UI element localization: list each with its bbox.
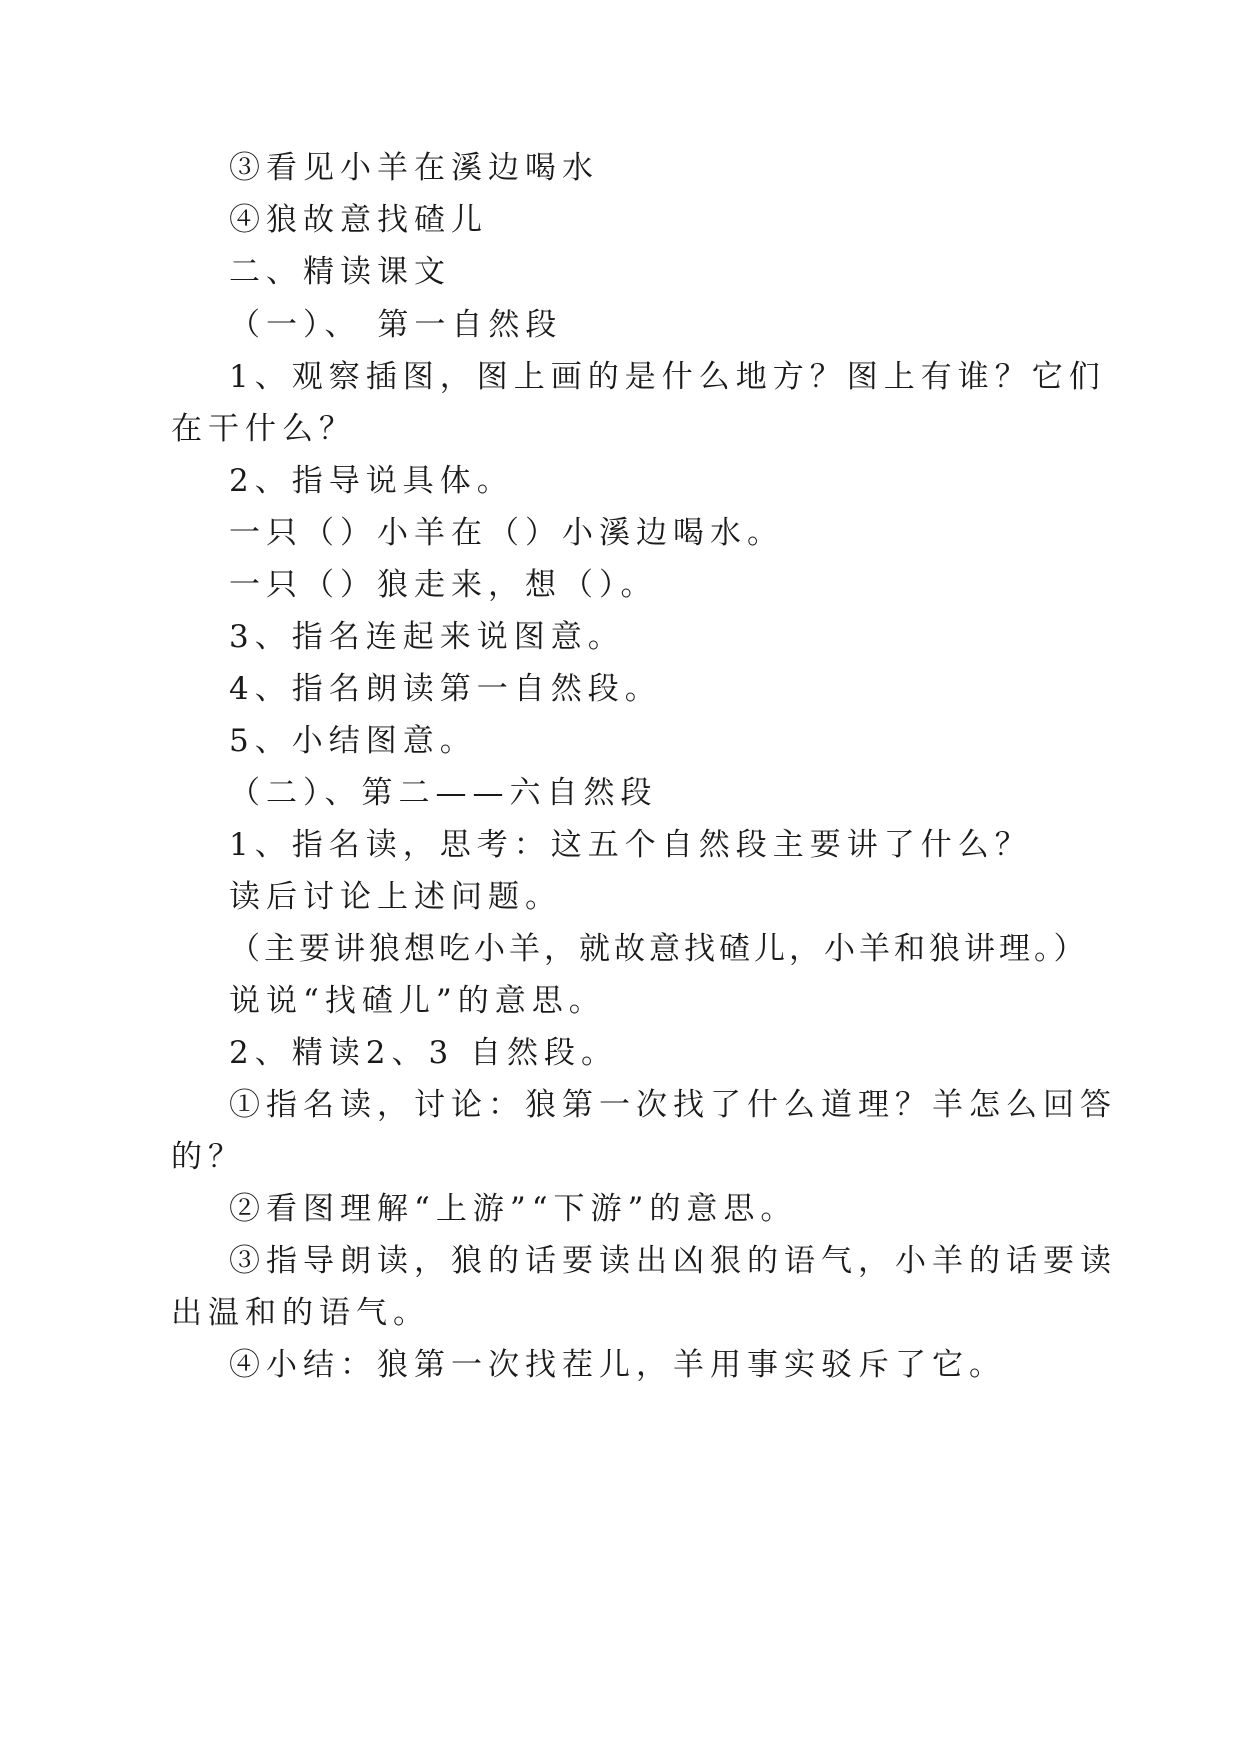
text-line: 的？ bbox=[171, 1139, 245, 1175]
text-line: 2、指导说具体。 bbox=[229, 463, 514, 499]
text-line: 1、指名读，思考：这五个自然段主要讲了什么？ bbox=[229, 827, 1032, 863]
text-line: 5、小结图意。 bbox=[229, 723, 477, 759]
text-line: ③指导朗读，狼的话要读出凶狠的语气，小羊的话要读 bbox=[229, 1243, 1117, 1279]
text-line: （主要讲狼想吃小羊，就故意找碴儿，小羊和狼讲理。） bbox=[229, 931, 1089, 967]
text-line: 1、观察插图，图上画的是什么地方？图上有谁？它们 bbox=[229, 359, 1106, 395]
text-line: 3、指名连起来说图意。 bbox=[229, 619, 625, 655]
text-line: 出温和的语气。 bbox=[171, 1295, 430, 1331]
text-line: 2、精读2、3 自然段。 bbox=[229, 1035, 619, 1071]
text-line: 在干什么？ bbox=[171, 411, 356, 447]
text-line: ①指名读，讨论：狼第一次找了什么道理？羊怎么回答 bbox=[229, 1087, 1117, 1123]
text-line: ②看图理解“上游”“下游”的意思。 bbox=[229, 1191, 798, 1227]
text-line: 一只（）小羊在（）小溪边喝水。 bbox=[229, 515, 784, 551]
text-line: ③看见小羊在溪边喝水 bbox=[229, 150, 599, 186]
text-line: 读后讨论上述问题。 bbox=[229, 879, 562, 915]
text-line: ④狼故意找碴儿 bbox=[229, 202, 488, 238]
subsection-heading: （一）、 第一自然段 bbox=[229, 307, 563, 343]
text-line: 4、指名朗读第一自然段。 bbox=[229, 671, 662, 707]
section-heading: 二、精读课文 bbox=[229, 254, 451, 290]
text-line: 说说“找碴儿”的意思。 bbox=[229, 983, 606, 1019]
subsection-heading: （二）、第二——六自然段 bbox=[229, 775, 658, 811]
text-line: 一只（）狼走来，想（）。 bbox=[229, 567, 658, 603]
text-line: ④小结：狼第一次找茬儿，羊用事实驳斥了它。 bbox=[229, 1347, 1006, 1383]
